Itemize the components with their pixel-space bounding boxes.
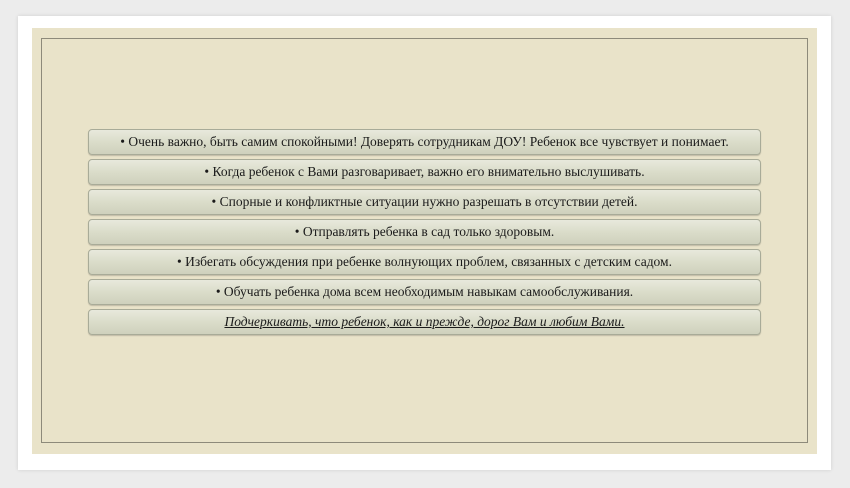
list-item: • Избегать обсуждения при ребенке волнующих проблем, связанных с детским садом.: [88, 249, 761, 275]
slide: [32, 28, 817, 454]
list-item: • Очень важно, быть самим спокойными! Доверять сотрудникам ДОУ! Ребенок все чувствует и понимает.: [88, 129, 761, 155]
list-item: • Отправлять ребенка в сад только здоровым.: [88, 219, 761, 245]
list-item: • Когда ребенок с Вами разговаривает, важно его внимательно выслушивать.: [88, 159, 761, 185]
list-item: • Обучать ребенка дома всем необходимым навыкам самообслуживания.: [88, 279, 761, 305]
emphasized-list-item: Подчеркивать, что ребенок, как и прежде, дорог Вам и любим Вами.: [88, 309, 761, 335]
advice-list: [88, 129, 761, 339]
list-item: • Спорные и конфликтные ситуации нужно разрешать в отсутствии детей.: [88, 189, 761, 215]
page: [18, 16, 831, 470]
